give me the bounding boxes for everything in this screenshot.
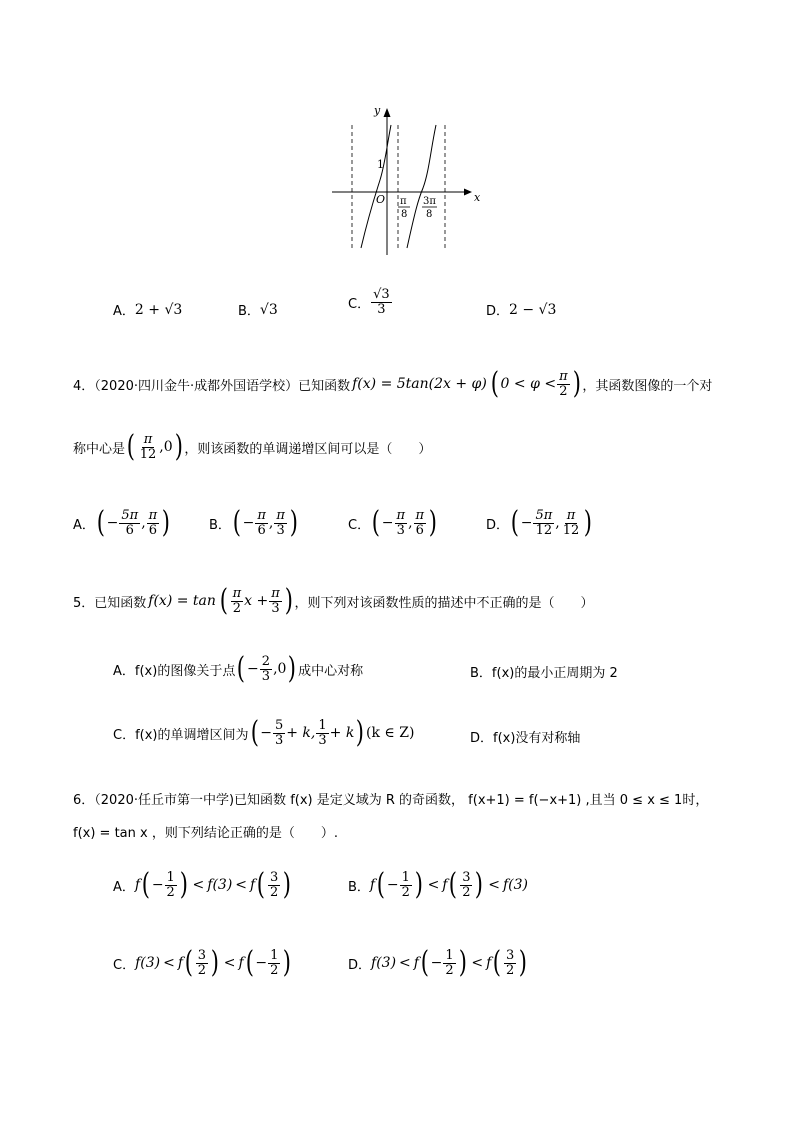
q6-line1: 6．（2020·任丘市第一中学)已知函数 f(x) 是定义域为 R 的奇函数， f(x+1) = f(−x+1) ,且当 0 ≤ x ≤ 1时， bbox=[73, 793, 709, 808]
tick2-num: 3π bbox=[423, 196, 436, 207]
q3-option-c: C． $\frac{√3}{3}$ bbox=[348, 287, 390, 317]
q6-option-b: B． f ( − $\frac{1}{2}$ ) < f ( $\frac{3}{2}$ ) < f(3) bbox=[348, 867, 528, 902]
q4-line2: 称中心是 ( $\frac{\pi}{12}$ ,0 ) ，则该函数的单调递增区间可以是（ ） bbox=[73, 429, 432, 464]
q4-option-a: A． ( − $\frac{5\pi}{6}$ , $\frac{\pi}{6}$ ) bbox=[73, 505, 171, 540]
q3-option-a: A． 2 + √3 bbox=[113, 301, 183, 319]
tick2-den: 8 bbox=[426, 209, 433, 220]
tick1-den: 8 bbox=[401, 209, 408, 220]
q4-option-d: D． ( − $\frac{5\pi}{12}$ , $\frac{\pi}{12}$ ) bbox=[486, 505, 593, 540]
q3-option-d: D． 2 − √3 bbox=[486, 301, 557, 319]
q4-line1: 4．（2020·四川金牛·成都外国语学校）已知函数 f(x) = 5tan(2x + φ) ( 0 < φ < $\frac{\pi}{2}$ ) ，其函数图像的一个对 bbox=[73, 366, 713, 401]
q6-option-c: C． f(3) < f ( $\frac{3}{2}$ ) < f ( − $\frac{1}{2}$ ) bbox=[113, 945, 292, 980]
q5-option-c: C． f(x)的单调增区间为 ( − $\frac{5}{3}$ + k, $\frac{1}{3}$ + k ) (k ∈ Z) bbox=[113, 715, 415, 750]
q4-option-c: C． ( − $\frac{\pi}{3}$ , $\frac{\pi}{6}$ ) bbox=[348, 505, 438, 540]
q6-option-d: D． f(3) < f ( − $\frac{1}{2}$ ) < f ( $\frac{3}{2}$ ) bbox=[348, 945, 528, 980]
q5-option-b: B． f(x)的最小正周期为 2 bbox=[470, 666, 618, 681]
c-fraction: $\frac{√3}{3}$ bbox=[373, 287, 390, 317]
q3-option-b: B． √3 bbox=[238, 301, 278, 319]
y-axis-label: y bbox=[374, 104, 381, 117]
q6-option-a: A． f ( − $\frac{1}{2}$ ) < f(3) < f ( $\frac{3}{2}$ ) bbox=[113, 867, 292, 902]
tick1-num: π bbox=[400, 196, 407, 207]
tangent-graph bbox=[330, 100, 490, 260]
q6-line2: f(x) = tan x ，则下列结论正确的是（ ）. bbox=[73, 826, 338, 841]
one-label: 1 bbox=[377, 158, 384, 171]
q5-option-d: D． f(x)没有对称轴 bbox=[470, 731, 581, 746]
q5-stem: 5．已知函数 f(x) = tan ( $\frac{\pi}{2}$ x + $\frac{\pi}{3}$ ) ，则下列对该函数性质的描述中不正确的是（ ） bbox=[73, 583, 594, 618]
x-axis-label: x bbox=[474, 191, 481, 204]
origin-label: O bbox=[376, 193, 386, 206]
q5-option-a: A． f(x)的图像关于点 ( − $\frac{2}{3}$ ,0 ) 成中心对称 bbox=[113, 651, 364, 686]
q4-option-b: B． ( − $\frac{\pi}{6}$ , $\frac{\pi}{3}$ ) bbox=[209, 505, 298, 540]
